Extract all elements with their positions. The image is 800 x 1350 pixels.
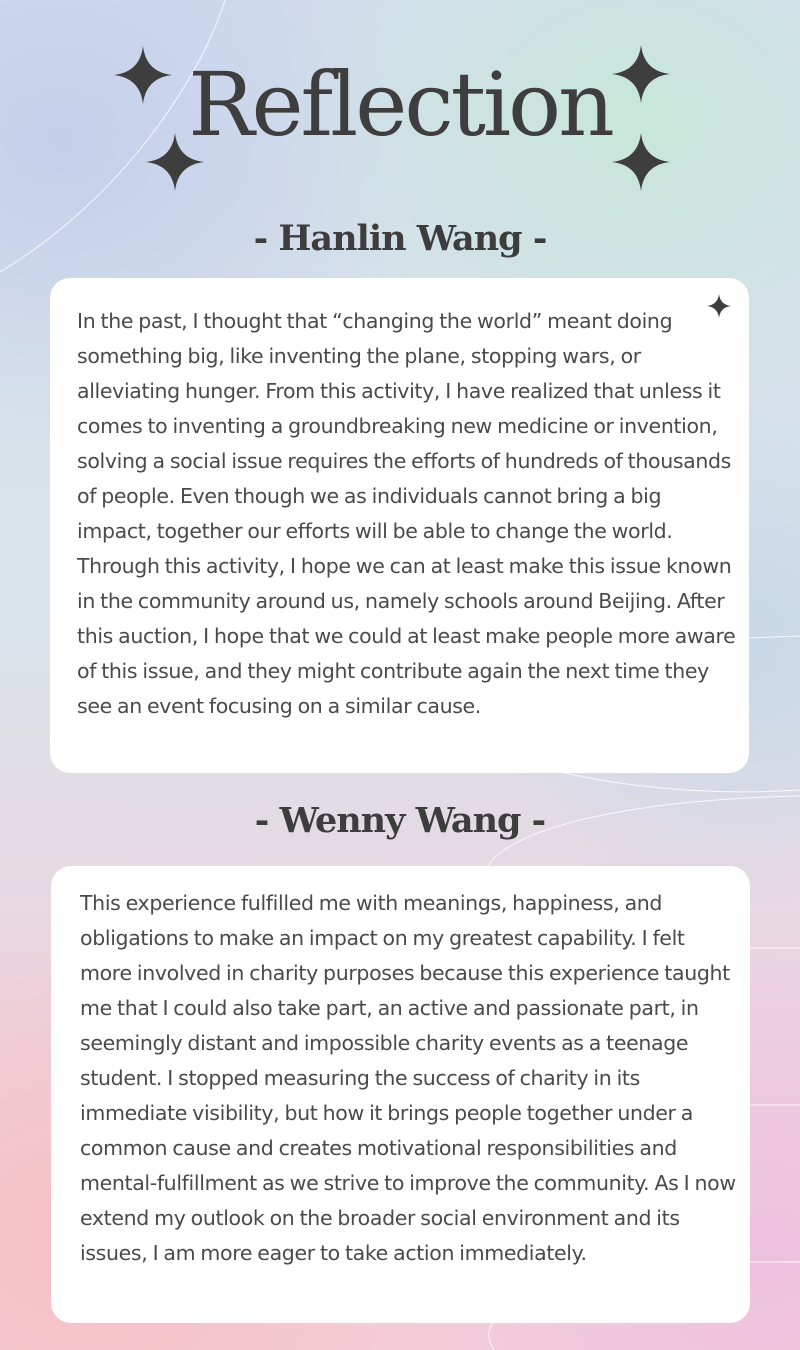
reflection-author-name: - Wenny Wang - <box>254 800 546 841</box>
reflection-author-name: - Hanlin Wang - <box>253 218 547 259</box>
reflection-text: This experience fulfilled me with meanings, happiness, and obligations to make an impact on my greatest capability. I felt more involved in charity purposes because this experience taught me that I could also take part, an active and passionate part, in seemingly distant and impossible charity events as a teenage student. I stopped measuring the success of charity in its immediate visibility, but how it brings people together under a common cause and creates motivational responsibilities and mental-fulfillment as we strive to improve the community. As I now extend my outlook on the broader social environment and its issues, I am more eager to take action immediately. <box>80 891 736 1265</box>
sparkle-icon <box>707 294 731 318</box>
reflection-card <box>51 866 750 1323</box>
reflection-card <box>50 278 749 773</box>
page-title: Reflection <box>188 53 612 156</box>
reflection-text: In the past, I thought that “changing the world” meant doing something big, like inventing the plane, stopping wars, or alleviating hunger. From this activity, I have realized that unless it comes to inventing a groundbreaking new medicine or invention, solving a social issue requires the efforts of hundreds of thousands of people. Even though we as individuals cannot bring a big impact, together our efforts will be able to change the world. Through this activity, I hope we can at least make this issue known in the community around us, namely schools around Beijing. After this auction, I hope that we could at least make people more aware of this issue, and they might contribute again the next time they see an event focusing on a similar cause. <box>77 309 736 718</box>
